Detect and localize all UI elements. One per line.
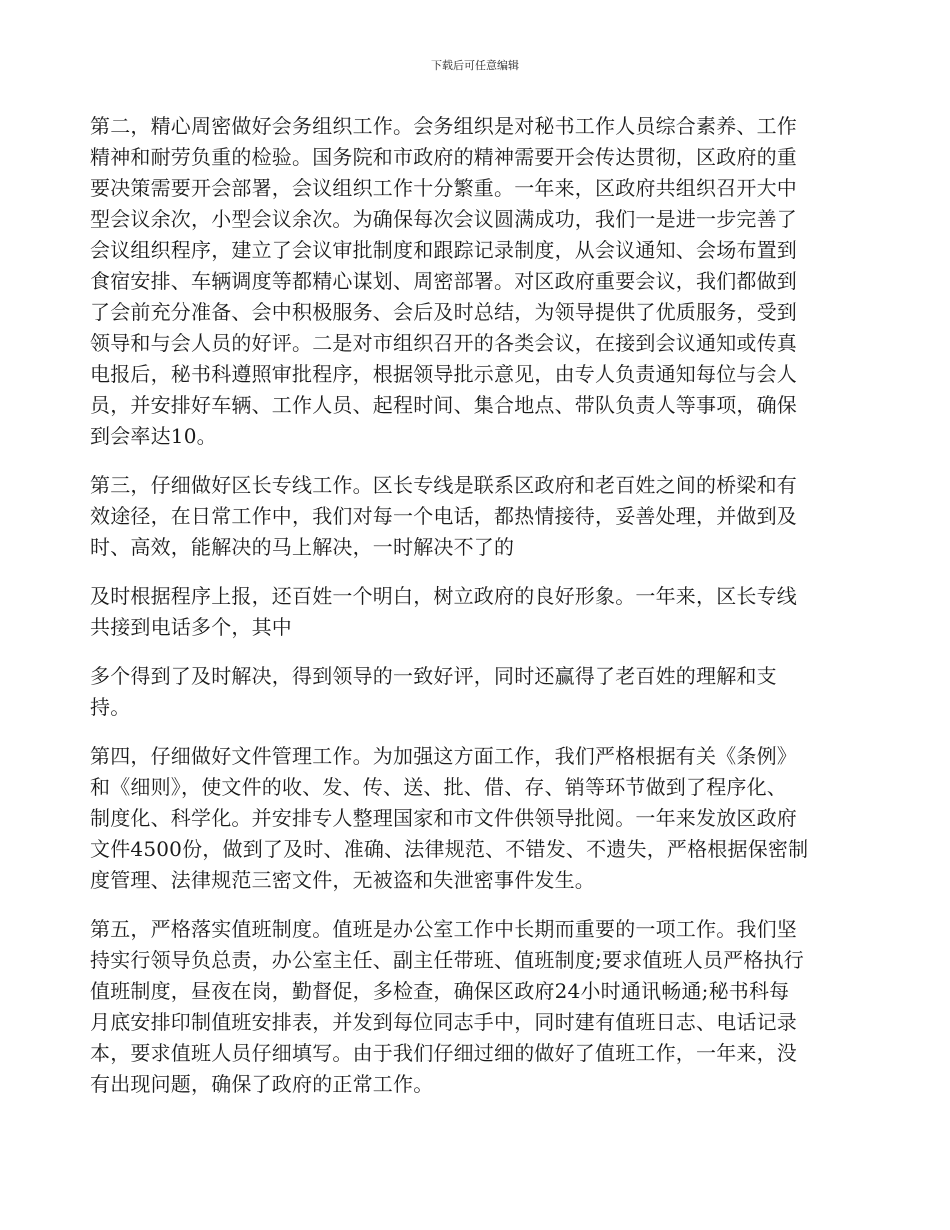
paragraph-3c-line-1: 多个得到了及时解决，得到领导的一致好评，同时还赢得了老百姓的理解和支 bbox=[90, 664, 777, 688]
paragraph-2-line-11: 到会率达10。 bbox=[90, 424, 217, 448]
paragraph-4-line-2: 和《细则》，使文件的收、发、传、送、批、借、存、销等环节做到了程序化、 bbox=[90, 775, 787, 799]
paragraph-2-line-8: 领导和与会人员的好评。二是对市组织召开的各类会议，在接到会议通知或传真 bbox=[90, 331, 797, 355]
paragraph-3-line-1: 第三，仔细做好区长专线工作。区长专线是联系区政府和老百姓之间的桥梁和有 bbox=[90, 473, 797, 497]
paragraph-5-line-5: 本，要求值班人员仔细填写。由于我们仔细过细的做好了值班工作，一年来，没 bbox=[90, 1041, 797, 1065]
paragraph-2-line-1: 第二，精心周密做好会务组织工作。会务组织是对秘书工作人员综合素养、工作 bbox=[90, 114, 797, 138]
paragraph-4-line-5: 度管理、法律规范三密文件，无被盗和失泄密事件发生。 bbox=[90, 868, 595, 892]
paragraph-4-line-3: 制度化、科学化。并安排专人整理国家和市文件供领导批阅。一年来发放区政府 bbox=[90, 806, 797, 830]
paragraph-3b-line-2: 共接到电话多个，其中 bbox=[90, 615, 292, 639]
paragraph-5-line-2: 持实行领导负总责，办公室主任、副主任带班、值班制度;要求值班人员严格执行 bbox=[90, 948, 804, 972]
paragraph-4-line-1: 第四，仔细做好文件管理工作。为加强这方面工作，我们严格根据有关《条例》 bbox=[90, 744, 797, 768]
paragraph-5-line-4: 月底安排印制值班安排表，并发到每位同志手中，同时建有值班日志、电话记录 bbox=[90, 1010, 797, 1034]
paragraph-5-line-1: 第五，严格落实值班制度。值班是办公室工作中长期而重要的一项工作。我们坚 bbox=[90, 917, 797, 941]
paragraph-4-line-4: 文件4500份，做到了及时、准确、法律规范、不错发、不遗失，严格根据保密制 bbox=[90, 837, 809, 861]
paragraph-3c-line-2: 持。 bbox=[90, 695, 131, 719]
paragraph-2-line-5: 会议组织程序，建立了会议审批制度和跟踪记录制度，从会议通知、会场布置到 bbox=[90, 238, 797, 262]
paragraph-5-line-6: 有出现问题，确保了政府的正常工作。 bbox=[90, 1072, 434, 1096]
paragraph-2-line-6: 食宿安排、车辆调度等都精心谋划、周密部署。对区政府重要会议，我们都做到 bbox=[90, 269, 797, 293]
paragraph-2-line-10: 员，并安排好车辆、工作人员、起程时间、集合地点、带队负责人等事项，确保 bbox=[90, 393, 797, 417]
paragraph-3-line-3: 时、高效，能解决的马上解决，一时解决不了的 bbox=[90, 535, 515, 559]
paragraph-5-line-3: 值班制度，昼夜在岗，勤督促，多检查，确保区政府24小时通讯畅通;秘书科每 bbox=[90, 979, 790, 1003]
page-header: 下载后可任意编辑 bbox=[431, 59, 519, 72]
paragraph-2-line-4: 型会议余次，小型会议余次。为确保每次会议圆满成功，我们一是进一步完善了 bbox=[90, 207, 797, 231]
paragraph-3-line-2: 效途径，在日常工作中，我们对每一个电话，都热情接待，妥善处理，并做到及 bbox=[90, 504, 797, 528]
paragraph-3b-line-1: 及时根据程序上报，还百姓一个明白，树立政府的良好形象。一年来，区长专线 bbox=[90, 584, 797, 608]
paragraph-2-line-3: 要决策需要开会部署，会议组织工作十分繁重。一年来，区政府共组织召开大中 bbox=[90, 176, 797, 200]
paragraph-2-line-2: 精神和耐劳负重的检验。国务院和市政府的精神需要开会传达贯彻，区政府的重 bbox=[90, 145, 797, 169]
paragraph-2-line-9: 电报后，秘书科遵照审批程序，根据领导批示意见，由专人负责通知每位与会人 bbox=[90, 362, 797, 386]
paragraph-2-line-7: 了会前充分准备、会中积极服务、会后及时总结，为领导提供了优质服务，受到 bbox=[90, 300, 797, 324]
